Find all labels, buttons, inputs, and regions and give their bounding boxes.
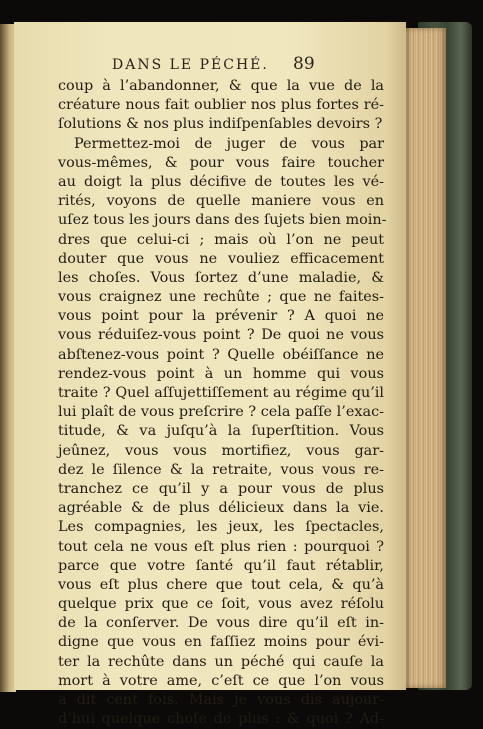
text-line: vous-mêmes, & pour vous faire toucher: [58, 154, 384, 171]
text-line: quelque prix que ce ſoit, vous avez réſolu: [58, 596, 384, 613]
text-line: dres que celui-ci ; mais où l’on ne peut: [58, 231, 384, 248]
text-line: agréable & de plus délicieux dans la vie.: [58, 500, 384, 517]
text-line: uſez tous les jours dans des ſujets bien moin-: [58, 212, 387, 229]
text-line: Les compagnies, les jeux, les ſpectacles,: [58, 519, 384, 536]
text-line: de la conſerver. De vous dire qu’il eſt in-: [58, 615, 384, 632]
text-line: digne que vous en faſſiez moins pour évi-: [58, 634, 384, 651]
text-line: mort à votre ame, c’eſt ce que l’on vous: [58, 672, 384, 689]
text-line: vous craignez une rechûte ; que ne faites-: [58, 289, 384, 306]
text-line: lui plaît de vous preſcrire ? cela paſſe l’exac-: [58, 404, 384, 421]
text-line: jeûnez, vous vous mortifiez, vous gar-: [58, 442, 384, 459]
text-line: au doigt la plus décifive de toutes les vé-: [58, 173, 384, 190]
body-text: [58, 77, 387, 729]
text-line: titude, & va juſqu’à la ſuperſtition. Vous: [58, 423, 384, 440]
text-line: parce que votre ſanté qu’il faut rétablir,: [58, 557, 384, 574]
text-line: dez le ſilence & la retraite, vous vous re-: [58, 461, 384, 478]
text-line: vous point pour la prévenir ? A quoi ne: [58, 308, 384, 325]
page-header: [60, 37, 380, 77]
text-line: abſtenez-vous point ? Quelle obéiſſance ne: [58, 346, 384, 363]
text-line: traite ? Quel aſſujettiſſement au régime qu’il: [58, 385, 384, 401]
text-line: créature nous fait oublier nos plus fortes ré-: [58, 97, 384, 114]
text-line: tranchez ce qu’il y a pour vous de plus: [58, 480, 384, 497]
running-title: DANS LE PÉCHÉ.: [112, 57, 269, 73]
text-line: vous eſt plus chere que tout cela, & qu’à: [58, 576, 384, 593]
text-line: vous réduiſez-vous point ? De quoi ne vous: [58, 327, 384, 344]
page-number: 89: [293, 54, 315, 74]
text-line: rités, voyons de quelle maniere vous en: [58, 193, 384, 210]
text-line: d’hui quelque choſe de plus : & quoi ? Ad-: [58, 711, 384, 728]
text-line: ter la rechûte dans un péché qui cauſe la: [58, 653, 384, 670]
text-line: douter que vous ne vouliez efficacement: [58, 250, 384, 267]
page-edges: [400, 28, 446, 688]
text-line: a dit cent fois. Mais je vous dis aujour-: [58, 692, 384, 708]
text-line: coup à l’abandonner, & que la vue de la: [58, 78, 384, 94]
text-line: les choſes. Vous ſortez d’une maladie, &: [58, 269, 384, 286]
text-line: tout cela ne vous eſt plus rien : pourquoi ?: [58, 538, 384, 555]
text-line: ſolutions & nos plus indiſpenſables devoirs ?: [58, 116, 383, 133]
text-line: rendez-vous point à un homme qui vous: [58, 365, 384, 382]
text-line: Permettez-moi de juger de vous par: [74, 135, 384, 152]
